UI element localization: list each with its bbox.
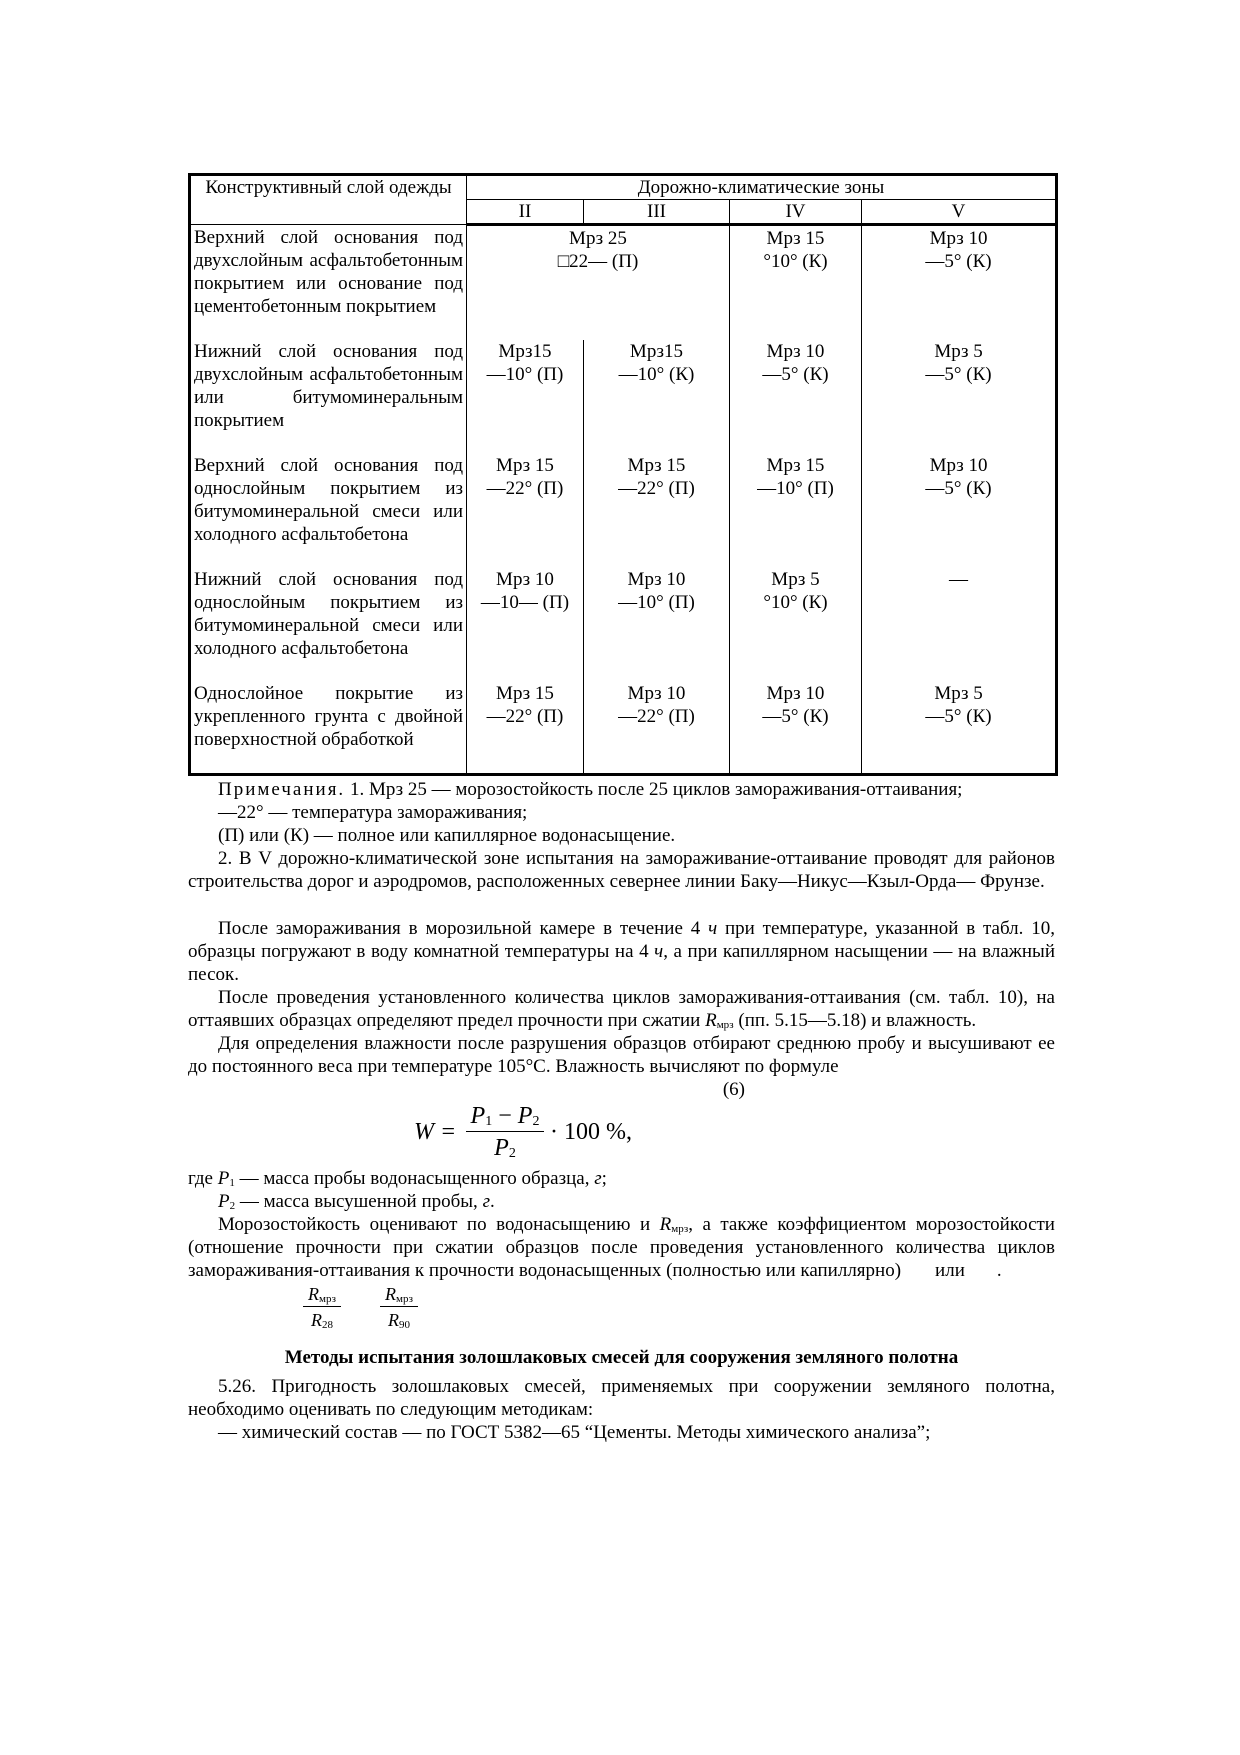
symbol-p: P (218, 1191, 230, 1212)
header-zone-iv: IV (730, 200, 862, 225)
cell-temp: —10° (П) (757, 478, 834, 499)
subscript: 90 (399, 1319, 410, 1331)
moisture-formula (414, 1101, 1055, 1167)
cell-grade: Мрз 5 (934, 341, 983, 362)
subscript: 28 (322, 1319, 333, 1331)
notes-label: Примечания. (218, 779, 346, 800)
where-p2 (188, 1190, 1055, 1213)
subscript: 2 (229, 1200, 236, 1212)
cell-zone-iii (584, 568, 730, 682)
cell-temp: —5° (К) (925, 251, 992, 272)
missing-glyph-icon: □ (557, 251, 570, 272)
text: (пп. 5.15—5.18) и влажность. (733, 1010, 977, 1031)
cell-zone-iii (584, 682, 730, 775)
subscript: 2 (508, 1146, 516, 1161)
note-1-text: 1. Мрз 25 — морозостойкость после 25 циклов замораживания-оттаивания; (349, 779, 963, 800)
cell-temp: —22° (П) (618, 706, 695, 727)
paragraph-chemical: — химический состав — по ГОСТ 5382—65 “Цементы. Методы химического анализа”; (218, 1422, 931, 1443)
cell-zone-v (862, 568, 1057, 682)
text: — масса высушенной пробы, (235, 1191, 483, 1212)
subscript: 1 (485, 1114, 493, 1129)
subscript: 1 (229, 1177, 235, 1189)
row-layer: Нижний слой основания под однослойным покрытием из битумоминеральной смеси или холодного асфальтобетона (190, 568, 467, 682)
note-2: 2. В V дорожно-климатической зоне испытания на замораживание-оттаивание проводят для районов строительства дорог и аэродромов, расположенных севернее линии Баку—Никус—Кзыл-Орда— Фрунзе. (188, 848, 1055, 892)
text: ; (601, 1168, 607, 1189)
cell-zone-iii (584, 340, 730, 454)
symbol-p: P (494, 1135, 509, 1161)
cell-zone-ii-iii (467, 225, 730, 341)
symbol-r: R (388, 1310, 399, 1330)
table-row (190, 682, 1057, 775)
cell-zone-v (862, 225, 1057, 341)
cell-zone-iv (730, 340, 862, 454)
ratio-denominator (303, 1307, 341, 1333)
subscript: мрз (319, 1293, 336, 1305)
cell-temp: °10° (К) (763, 592, 828, 613)
cell-temp: —22° (П) (618, 478, 695, 499)
frost-resistance-table (188, 173, 1058, 776)
symbol-p: P (517, 1103, 533, 1129)
subscript: мрз (396, 1293, 413, 1305)
document-page (188, 173, 1055, 1444)
cell-zone-iv (730, 568, 862, 682)
paragraph-5-26: 5.26. Пригодность золошлаковых смесей, применяемых при сооружении земляного полотна, необходимо оценивать по следующим методикам: (188, 1376, 1055, 1420)
text: . (489, 1191, 495, 1212)
cell-grade: Мрз 10 (766, 341, 825, 362)
text: где (188, 1168, 218, 1189)
cell-grade: — (949, 569, 969, 590)
section-heading: Методы испытания золошлаковых смесей для сооружения земляного полотна (284, 1347, 959, 1368)
text: Морозостойкость оценивают по водонасыщению и (218, 1214, 660, 1235)
cell-grade: Мрз 10 (627, 683, 686, 704)
paragraph-strength (188, 986, 1055, 1032)
text: . (996, 1260, 1002, 1281)
spacer (188, 893, 1055, 917)
table-row (190, 340, 1057, 454)
symbol-r: R (659, 1214, 672, 1235)
paragraph-freezing (188, 917, 1055, 986)
cell-zone-v (862, 682, 1057, 775)
cell-grade: Мрз 15 (496, 683, 554, 704)
header-zone-iii: III (584, 200, 730, 225)
table-row (190, 454, 1057, 568)
cell-grade: Мрз 15 (766, 455, 825, 476)
text: После замораживания в морозильной камере в течение 4 (218, 918, 709, 939)
ratio-denominator (380, 1307, 418, 1333)
cell-zone-ii (467, 682, 584, 775)
cell-zone-iv (730, 225, 862, 341)
ratios (303, 1282, 1055, 1336)
symbol-p: P (217, 1168, 230, 1189)
symbol-p: P (470, 1103, 486, 1129)
unit-hours: ч (708, 918, 718, 939)
symbol-r: R (311, 1310, 322, 1330)
cell-zone-iv (730, 682, 862, 775)
note-1 (188, 778, 1055, 801)
note-1b: —22° — температура замораживания; (218, 802, 528, 823)
cell-grade: Мрз 15 (496, 455, 554, 476)
cell-grade: Мрз 10 (929, 455, 988, 476)
text: После проведения установленного количества циклов замораживания-оттаивания (см. табл. 10), на оттаявших образцах определяют предел прочности при сжатии (188, 987, 1055, 1031)
unit-hours: ч (654, 941, 664, 962)
unit-grams: г (594, 1168, 602, 1189)
cell-grade: Мрз 15 (766, 228, 825, 249)
formula-fraction (466, 1101, 544, 1164)
ratio-r-mrz-r28 (303, 1282, 341, 1333)
where-p1 (188, 1167, 1055, 1190)
cell-grade: Мрз 10 (766, 683, 825, 704)
minus: − (492, 1103, 518, 1129)
text: или (935, 1260, 965, 1281)
row-layer: Нижний слой основания под двухслойным асфальтобетонным или битумоминеральным покрытием (190, 340, 467, 454)
cell-temp: —5° (К) (762, 706, 829, 727)
cell-grade: Мрз 15 (627, 455, 686, 476)
cell-zone-iv (730, 454, 862, 568)
cell-zone-ii (467, 568, 584, 682)
note-1c: (П) или (К) — полное или капиллярное водонасыщение. (218, 825, 676, 846)
cell-temp: —10° (К) (618, 364, 695, 385)
formula-rhs: · 100 %, (550, 1119, 632, 1145)
cell-temp: °10° (К) (763, 251, 828, 272)
table-notes (188, 778, 1055, 893)
formula-numerator (466, 1101, 544, 1132)
equation-number: (6) (722, 1079, 745, 1100)
symbol-r: R (705, 1010, 717, 1031)
formula-lhs (414, 1119, 456, 1146)
table-row (190, 568, 1057, 682)
cell-temp: —5° (К) (925, 364, 992, 385)
subscript: мрз (716, 1019, 734, 1031)
cell-grade: Мрз 10 (496, 569, 554, 590)
cell-grade: Мрз15 (498, 341, 552, 362)
ratio-r-mrz-r90 (380, 1282, 418, 1333)
paragraph-moisture: Для определения влажности после разрушения образцов отбирают среднюю пробу и высушивают ее до постоянного веса при температуре 105°С. Влажность вычисляют по формуле (188, 1033, 1055, 1077)
cell-grade: Мрз 10 (929, 228, 988, 249)
cell-temp: —10— (П) (480, 592, 570, 613)
cell-grade: Мрз 25 (569, 228, 627, 249)
cell-temp-value: 22— (П) (569, 251, 639, 272)
cell-temp: —5° (К) (925, 706, 992, 727)
cell-zone-v (862, 454, 1057, 568)
cell-temp: —22° (П) (486, 478, 564, 499)
cell-zone-iii (584, 454, 730, 568)
ratio-numerator (380, 1282, 418, 1307)
row-layer: Однослойное покрытие из укрепленного грунта с двойной поверхностной обработкой (190, 682, 467, 775)
header-zone-v: V (862, 200, 1057, 225)
text: при температуре, указанной в табл. 10, образцы погружают в воду комнатной температуры на 4 (188, 918, 1055, 962)
cell-grade: Мрз 5 (934, 683, 983, 704)
cell-temp: —5° (К) (762, 364, 829, 385)
paragraph-frost-resistance (188, 1213, 1055, 1282)
text: , а при капиллярном насыщении — на влажный песок. (188, 941, 1055, 985)
formula-w: W = (414, 1119, 457, 1145)
row-layer: Верхний слой основания под однослойным покрытием из битумоминеральной смеси или холодного асфальтобетона (190, 454, 467, 568)
cell-temp: —10° (П) (486, 364, 564, 385)
text: — масса пробы водонасыщенного образца, (234, 1168, 595, 1189)
subscript: 2 (532, 1114, 540, 1129)
cell-zone-ii (467, 454, 584, 568)
header-zones-title: Дорожно-климатические зоны (467, 175, 1057, 200)
ratio-numerator (303, 1282, 341, 1307)
text: , а также коэффициентом морозостойкости (отношение прочности при сжатии образцов после проведения установленного количества циклов замораживания-оттаивания к прочности водонасыщенных (полностью или капиллярно) (188, 1214, 1055, 1281)
cell-zone-ii (467, 340, 584, 454)
row-layer: Верхний слой основания под двухслойным асфальтобетонным покрытием или основание под цементобетонным покрытием (190, 225, 467, 341)
unit-grams: г (482, 1191, 490, 1212)
cell-grade: Мрз 10 (627, 569, 686, 590)
header-layer: Конструктивный слой одежды (190, 175, 467, 225)
cell-temp (470, 250, 726, 273)
symbol-r: R (385, 1284, 397, 1304)
cell-temp: —5° (К) (925, 478, 992, 499)
cell-temp: —22° (П) (486, 706, 564, 727)
cell-grade: Мрз 5 (771, 569, 820, 590)
table-row (190, 225, 1057, 341)
symbol-r: R (308, 1284, 320, 1304)
header-zone-ii: II (467, 200, 584, 225)
cell-temp: —10° (П) (618, 592, 695, 613)
cell-grade: Мрз15 (629, 341, 684, 362)
subscript: мрз (671, 1223, 689, 1235)
cell-zone-v (862, 340, 1057, 454)
formula-denominator (466, 1132, 544, 1164)
